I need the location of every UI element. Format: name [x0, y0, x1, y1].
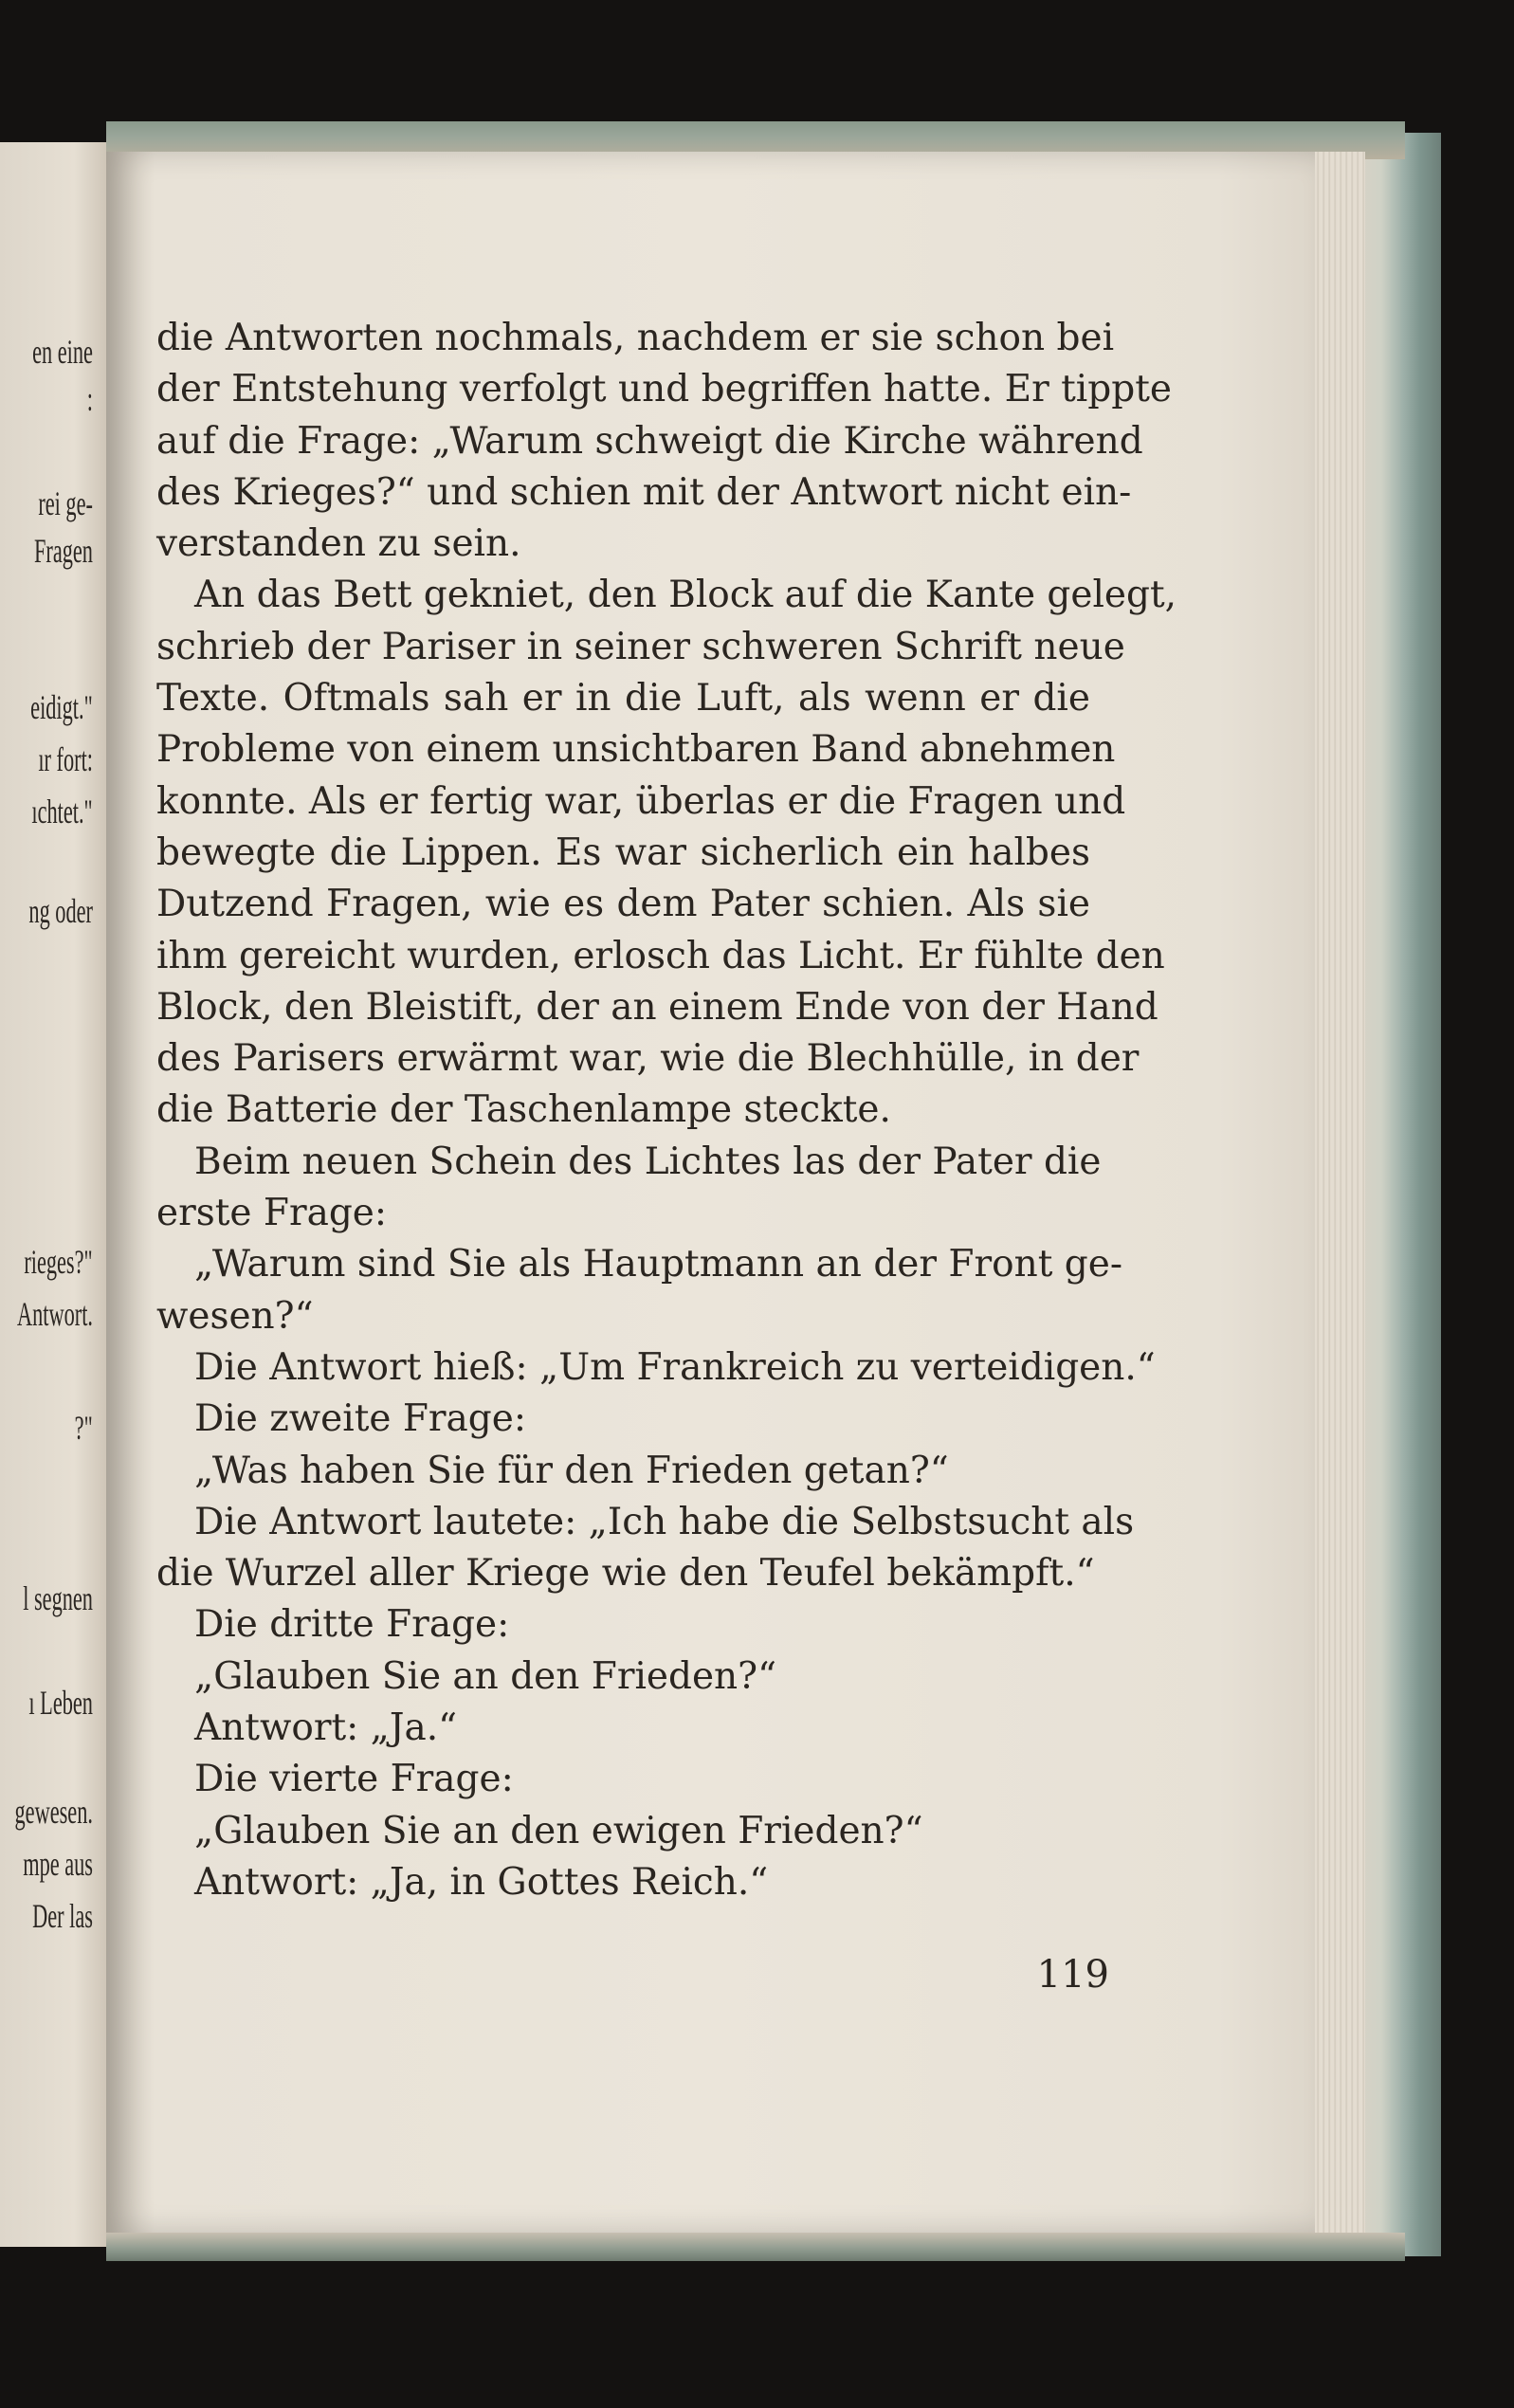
text-line: des Krieges?“ und schien mit der Antwort nicht ein-	[156, 470, 1132, 514]
book-cover-edge	[1356, 133, 1441, 2256]
binding-strip-bottom	[106, 2233, 1405, 2261]
text-line: erste Frage:	[156, 1192, 388, 1235]
text-line: Beim neuen Schein des Lichtes las der Pater die	[194, 1140, 1102, 1183]
prev-page-fragment: Fragen	[34, 532, 93, 570]
prev-page-fragment: gewesen.	[14, 1793, 93, 1831]
text-line: Antwort: „Ja.“	[194, 1706, 458, 1750]
text-line: auf die Frage: „Warum schweigt die Kirche während	[156, 419, 1143, 463]
text-line: „Glauben Sie an den Frieden?“	[194, 1654, 777, 1698]
prev-page-fragment: l segnen	[23, 1579, 93, 1617]
text-line: Block, den Bleistift, der an einem Ende von der Hand	[156, 985, 1158, 1029]
text-line: Antwort: „Ja, in Gottes Reich.“	[194, 1860, 769, 1904]
text-line: Probleme von einem unsichtbaren Band abnehmen	[156, 728, 1116, 772]
text-line: „Glauben Sie an den ewigen Frieden?“	[194, 1809, 923, 1852]
text-line: Die zweite Frage:	[194, 1397, 526, 1441]
prev-page-fragment: ır fort:	[38, 740, 93, 778]
text-line: verstanden zu sein.	[156, 522, 521, 566]
text-line: der Entstehung verfolgt und begriffen hatte. Er tippte	[156, 368, 1172, 411]
prev-page-fragment: ?"	[74, 1409, 93, 1447]
prev-page-fragment: rei ge-	[38, 484, 93, 522]
text-line: Die dritte Frage:	[194, 1603, 510, 1647]
text-line: Dutzend Fragen, wie es dem Pater schien. Als sie	[156, 883, 1090, 926]
prev-page-fragment: Der las	[32, 1897, 93, 1935]
text-line: An das Bett gekniet, den Block auf die Kante gelegt,	[194, 574, 1177, 617]
text-line: wesen?“	[156, 1294, 314, 1338]
prev-page-fragment: :	[86, 380, 93, 418]
text-line: Die Antwort hieß: „Um Frankreich zu verteidigen.“	[194, 1345, 1156, 1389]
page-text	[156, 313, 1177, 1908]
text-line: die Batterie der Taschenlampe steckte.	[156, 1088, 891, 1132]
text-line: „Warum sind Sie als Hauptmann an der Front ge-	[194, 1243, 1122, 1286]
prev-page-fragment: mpe aus	[23, 1845, 93, 1883]
text-line: die Antworten nochmals, nachdem er sie schon bei	[156, 317, 1115, 359]
prev-page-fragment: Antwort.	[17, 1295, 93, 1333]
prev-page-fragment: ı Leben	[28, 1684, 93, 1722]
prev-page-fragment: ng oder	[28, 892, 93, 930]
prev-page-fragment: ıchtet."	[31, 793, 93, 830]
text-line: bewegte die Lippen. Es war sicherlich ein halbes	[156, 830, 1090, 874]
text-line: die Wurzel aller Kriege wie den Teufel bekämpft.“	[156, 1552, 1095, 1596]
page-edges	[1308, 152, 1365, 2233]
text-line: Die Antwort lautete: „Ich habe die Selbstsucht als	[194, 1500, 1135, 1543]
prev-page-fragment: eidigt."	[30, 688, 93, 726]
previous-page-edge	[0, 142, 106, 2247]
prev-page-fragment: rieges?"	[24, 1243, 93, 1281]
text-line: ihm gereicht wurden, erlosch das Licht. Er fühlte den	[156, 934, 1165, 977]
prev-page-fragment: en eine	[32, 333, 93, 371]
text-line: „Was haben Sie für den Frieden getan?“	[194, 1449, 949, 1492]
text-line: Texte. Oftmals sah er in die Luft, als wenn er die	[156, 677, 1090, 721]
text-line: schrieb der Pariser in seiner schweren Schrift neue	[156, 625, 1125, 668]
text-line: konnte. Als er fertig war, überlas er die Fragen und	[156, 779, 1126, 823]
text-line: Die vierte Frage:	[194, 1758, 514, 1801]
page-number: 119	[1036, 1953, 1109, 1997]
text-line: des Parisers erwärmt war, wie die Blechhülle, in der	[156, 1037, 1140, 1081]
